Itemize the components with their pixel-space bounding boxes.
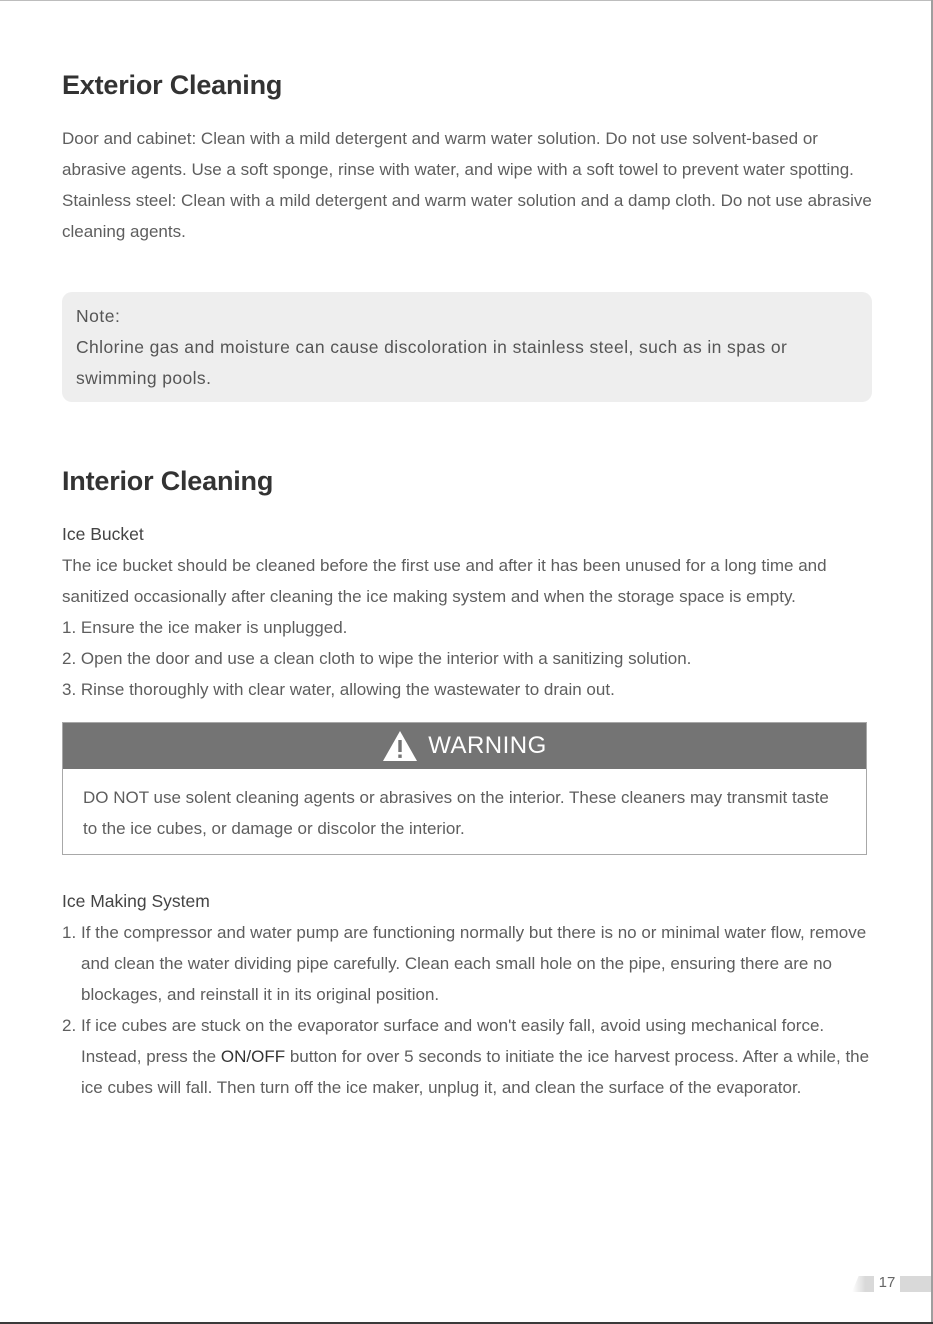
ice-bucket-step: 2. Open the door and use a clean cloth to wipe the interior with a sanitizing solution. [62, 649, 692, 668]
note-label: Note: [76, 306, 121, 326]
interior-cleaning-title: Interior Cleaning [62, 466, 274, 496]
list-text: If the compressor and water pump are functioning normally but there is no or minimal water flow, remove and clean the water dividing pipe carefully. Clean each small hole on the pipe, ensuring there are no blockages, and reinstall it in its original position. [81, 923, 867, 1004]
list-number: 2. [62, 1016, 77, 1035]
exterior-cleaning-title: Exterior Cleaning [62, 70, 283, 100]
ice-bucket-body [62, 550, 872, 705]
page-number-tab-left [852, 1276, 874, 1292]
on-off-button-name: ON/OFF [220, 1047, 286, 1066]
page-border-top [0, 0, 933, 1]
ice-bucket-step: 1. Ensure the ice maker is unplugged. [62, 618, 348, 637]
stainless-steel-paragraph: Stainless steel: Clean with a mild detergent and warm water solution and a damp cloth. Do not use abrasive cleaning agents. [62, 191, 872, 241]
list-text [81, 1010, 877, 1103]
warning-box [62, 722, 867, 855]
ice-bucket-step: 3. Rinse thoroughly with clear water, allowing the wastewater to drain out. [62, 680, 615, 699]
list-number: 1. [62, 923, 77, 942]
note-text: Chlorine gas and moisture can cause discoloration in stainless steel, such as in spas or swimming pools. [76, 337, 788, 388]
page-number-tab-right [900, 1276, 931, 1292]
warning-header [63, 723, 866, 769]
ice-bucket-heading: Ice Bucket [62, 524, 144, 544]
door-cabinet-paragraph: Door and cabinet: Clean with a mild detergent and warm water solution. Do not use solvent-based or abrasive agents. Use a soft sponge, rinse with water, and wipe with a soft towel to prevent water spotting. [62, 129, 854, 179]
page-number-tab [852, 1276, 931, 1292]
ice-making-list [62, 917, 877, 1103]
warning-triangle-icon [382, 730, 418, 762]
list-item [62, 1010, 877, 1103]
page-number: 17 [878, 1274, 896, 1291]
warning-title: WARNING [428, 732, 547, 759]
list-item [62, 917, 877, 1010]
ice-bucket-intro: The ice bucket should be cleaned before the first use and after it has been unused for a long time and sanitized occasionally after cleaning the ice making system and when the storage space is empty. [62, 556, 827, 606]
exterior-cleaning-body [62, 123, 872, 247]
note-box [62, 292, 872, 402]
warning-text: DO NOT use solent cleaning agents or abrasives on the interior. These cleaners may transmit taste to the ice cubes, or damage or discolor the interior. [83, 788, 829, 838]
list-text-before: If ice cubes are stuck on the evaporator surface and won't easily fall, avoid using mechanical force. Instead, press the [81, 1016, 825, 1066]
ice-making-heading: Ice Making System [62, 891, 210, 911]
list-text-after: button for over 5 seconds to initiate the ice harvest process. After a while, the ice cubes will fall. Then turn off the ice maker, unplug it, and clean the surface of the evaporator. [81, 1047, 870, 1097]
